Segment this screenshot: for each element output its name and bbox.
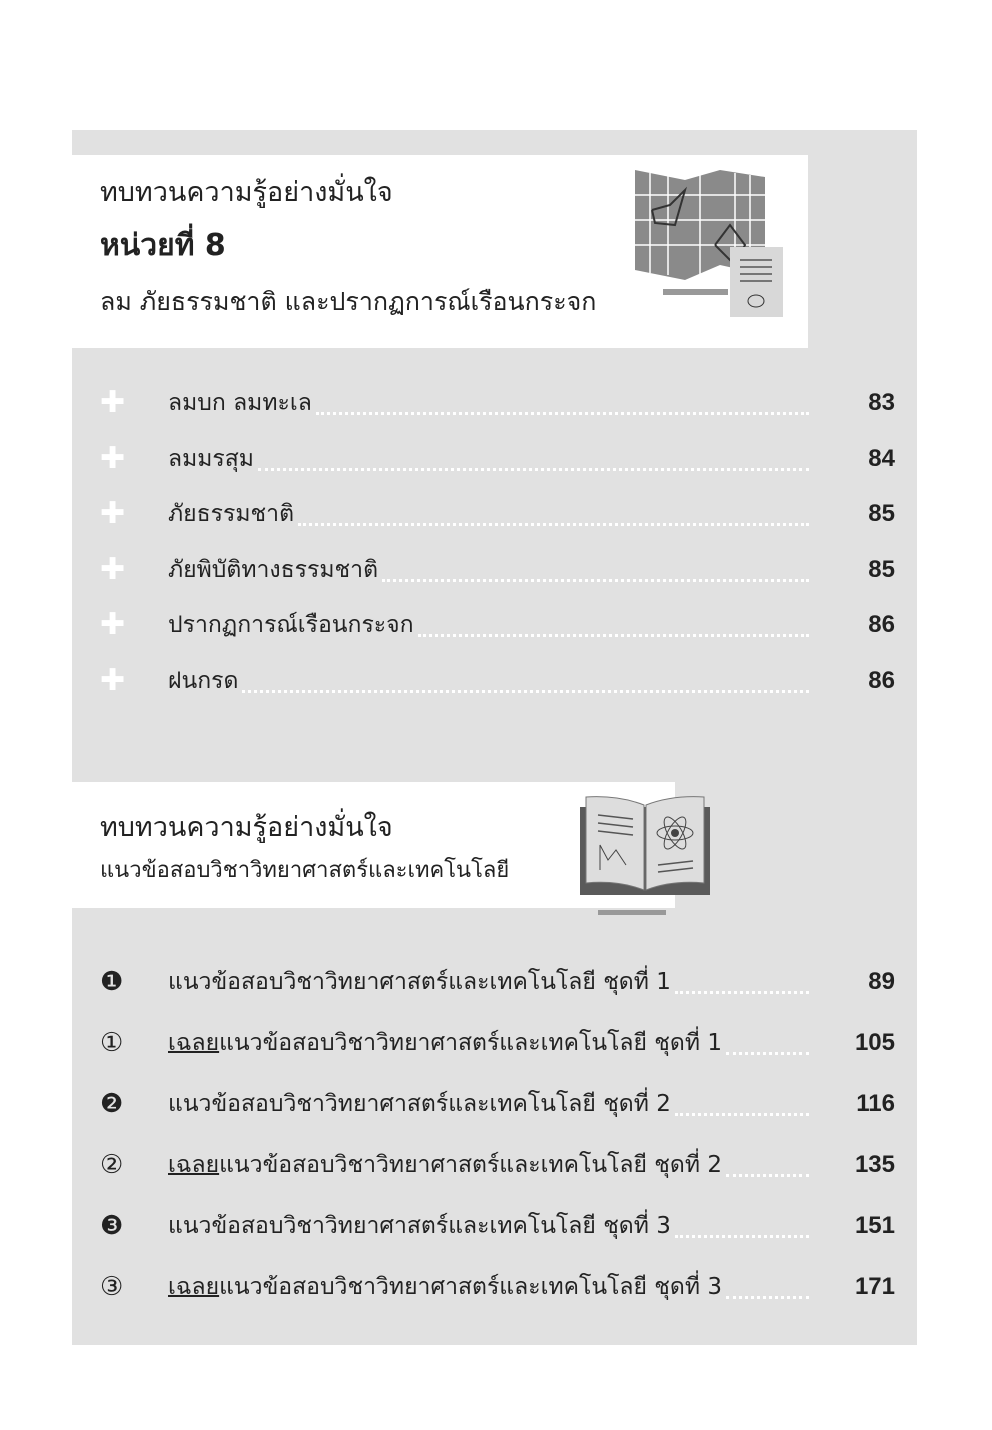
number-marker-icon: ③ [100,1272,124,1302]
toc-item-label: แนวข้อสอบวิชาวิทยาศาสตร์และเทคโนโลยี ชุดที่ 2 [168,1091,671,1117]
dot-leader [671,1212,835,1240]
review-title-2: ทบทวนความรู้อย่างมั่นใจ [100,812,393,843]
number-marker-icon: ❶ [100,967,124,997]
toc-item[interactable] [90,494,895,534]
unit-subtitle: ลม ภัยธรรมชาติ และปรากฏการณ์เรือนกระจก [100,287,597,316]
toc-item-label: ปรากฏการณ์เรือนกระจก [168,612,414,638]
toc-item[interactable] [90,1023,895,1063]
dot-leader [238,667,835,695]
plus-bullet-icon: ✚ [100,607,126,642]
toc-item[interactable] [90,1084,895,1124]
dot-leader [254,445,835,473]
answer-prefix: เฉลย [168,1152,220,1178]
toc-item[interactable] [90,383,895,423]
answer-prefix: เฉลย [168,1274,220,1300]
toc-item-page: 171 [854,1273,895,1300]
toc-item-page: 84 [868,444,895,472]
exam-subtitle: แนวข้อสอบวิชาวิทยาศาสตร์และเทคโนโลยี [100,858,510,883]
toc-item-label: ภัยพิบัติทางธรรมชาติ [168,556,379,583]
plus-bullet-icon: ✚ [100,496,126,531]
number-marker-icon: ❸ [100,1211,124,1241]
toc-item-label: ภัยธรรมชาติ [168,501,295,527]
plus-bullet-icon: ✚ [100,551,126,587]
number-marker-icon: ❷ [100,1089,124,1119]
toc-item-label: ฝนกรด [168,667,239,694]
toc-item-label: แนวข้อสอบวิชาวิทยาศาสตร์และเทคโนโลยี ชุดที่ 3 [168,1213,671,1239]
toc-item-label: ลมบก ลมทะเล [168,390,312,416]
toc-item-page: 86 [868,666,895,694]
toc-item[interactable] [90,1145,895,1185]
toc-item-page: 151 [854,1212,895,1239]
toc-item[interactable] [90,605,895,645]
plus-bullet-icon: ✚ [100,440,126,476]
toc-item-page: 89 [868,968,895,995]
dot-leader [722,1151,835,1179]
toc-item[interactable] [90,1267,895,1307]
toc-item-label: เฉลยแนวข้อสอบวิชาวิทยาศาสตร์และเทคโนโลยี ชุดที่ 2 [168,1152,722,1178]
plus-bullet-icon: ✚ [100,662,126,698]
dot-leader [722,1273,835,1301]
toc-item-label: เฉลยแนวข้อสอบวิชาวิทยาศาสตร์และเทคโนโลยี ชุดที่ 3 [168,1274,722,1300]
toc-item-page: 83 [868,389,895,416]
toc-item[interactable] [90,962,895,1002]
dot-leader [294,500,835,528]
dot-leader [671,1090,835,1118]
number-marker-icon: ① [100,1028,124,1058]
dot-leader [312,389,835,417]
number-marker-icon: ② [100,1150,124,1180]
toc-item[interactable] [90,439,895,479]
toc-item-page: 85 [868,500,895,527]
dot-leader [671,968,835,996]
dot-leader [722,1029,835,1057]
answer-prefix: เฉลย [168,1030,220,1056]
dot-leader [414,611,835,639]
plus-bullet-icon: ✚ [100,385,126,420]
toc-item-label: ลมมรสุม [168,445,254,472]
toc-item-label: เฉลยแนวข้อสอบวิชาวิทยาศาสตร์และเทคโนโลยี ชุดที่ 1 [168,1030,722,1056]
unit-title: หน่วยที่ 8 [100,228,226,263]
toc-item-page: 105 [854,1029,895,1056]
open-book-icon [578,795,713,920]
toc-item-page: 85 [868,555,895,583]
dot-leader [378,556,835,584]
toc-item[interactable] [90,550,895,590]
toc-item-page: 86 [868,611,895,638]
review-title: ทบทวนความรู้อย่างมั่นใจ [100,177,393,208]
toc-item[interactable] [90,1206,895,1246]
toc-item-page: 135 [854,1151,895,1178]
star-map-icon [630,165,785,320]
toc-item-label: แนวข้อสอบวิชาวิทยาศาสตร์และเทคโนโลยี ชุดที่ 1 [168,969,671,995]
toc-item-page: 116 [856,1090,895,1117]
toc-item[interactable] [90,661,895,701]
